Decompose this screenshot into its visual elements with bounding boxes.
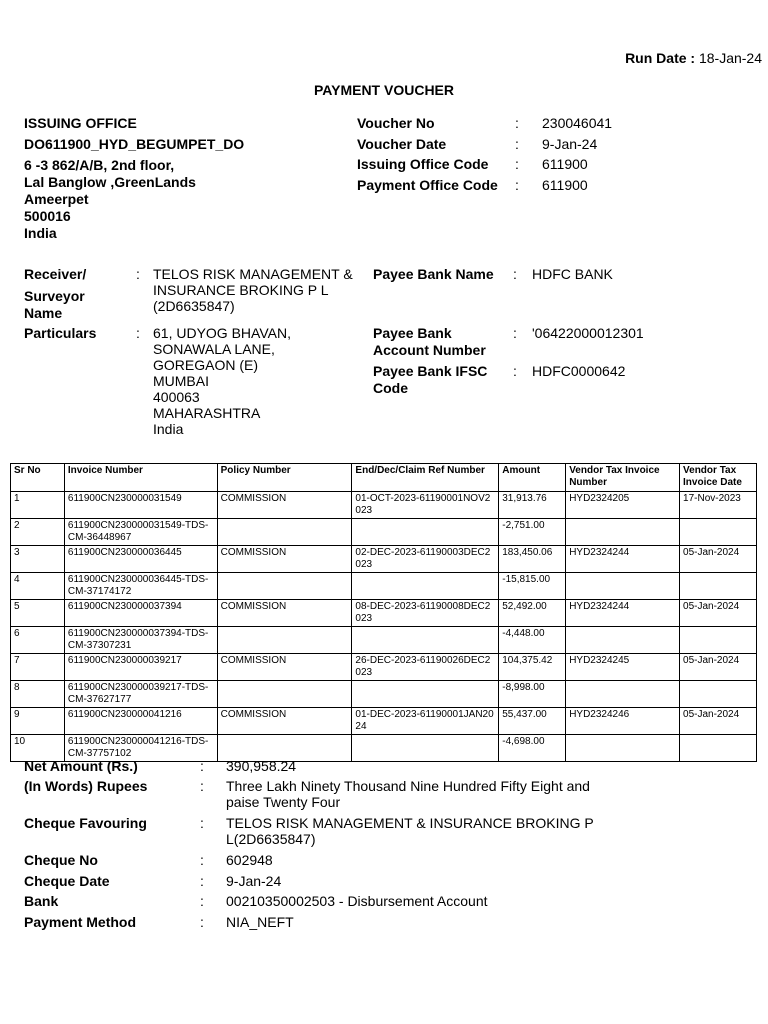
cell-amount: 104,375.42 [499, 654, 566, 681]
cell-vendor-invoice-date: 05-Jan-2024 [680, 654, 757, 681]
cell-ref-number: 26-DEC-2023-61190026DEC2023 [352, 654, 499, 681]
cell-ref-number: 01-OCT-2023-61190001NOV2023 [352, 492, 499, 519]
particulars-label: Particulars [24, 325, 97, 341]
colon: : [515, 156, 519, 172]
issuing-office-code: DO611900_HYD_BEGUMPET_DO [24, 136, 245, 152]
issuing-office-code-value: 611900 [542, 156, 588, 172]
cell-invoice-number: 611900CN230000039217-TDS-CM-37627177 [64, 681, 217, 708]
net-amount-label: Net Amount (Rs.) [24, 758, 138, 774]
address-line: Lal Banglow ,GreenLands [24, 174, 196, 190]
payee-ifsc-label-line: Code [373, 380, 408, 396]
cell-sr-no: 8 [11, 681, 65, 708]
colon: : [200, 815, 204, 831]
receiver-value-line: TELOS RISK MANAGEMENT & [153, 266, 353, 282]
colon: : [136, 266, 140, 282]
colon: : [513, 363, 517, 379]
cell-vendor-invoice-date [680, 519, 757, 546]
cell-amount: -4,698.00 [499, 735, 566, 762]
cell-vendor-invoice-date: 17-Nov-2023 [680, 492, 757, 519]
table-row [11, 654, 757, 681]
address-line: 500016 [24, 208, 71, 224]
particulars-line: SONAWALA LANE, [153, 341, 275, 357]
cell-amount: -15,815.00 [499, 573, 566, 600]
cell-ref-number [352, 573, 499, 600]
cell-policy-number: COMMISSION [217, 546, 352, 573]
payee-account-value: '06422000012301 [532, 325, 644, 341]
receiver-label-line: Receiver/ [24, 266, 87, 282]
payee-account-label-line: Payee Bank [373, 325, 452, 341]
cell-amount: 52,492.00 [499, 600, 566, 627]
cheque-no-label: Cheque No [24, 852, 98, 868]
cell-invoice-number: 611900CN230000036445-TDS-CM-37174172 [64, 573, 217, 600]
cell-sr-no: 3 [11, 546, 65, 573]
colon: : [200, 778, 204, 794]
cell-amount: -8,998.00 [499, 681, 566, 708]
colon: : [515, 115, 519, 131]
payee-ifsc-value: HDFC0000642 [532, 363, 626, 379]
table-row [11, 546, 757, 573]
particulars-value [153, 325, 291, 437]
cell-vendor-invoice-number: HYD2324244 [566, 546, 680, 573]
payment-office-code-label: Payment Office Code [357, 177, 498, 193]
colon: : [136, 325, 140, 341]
cell-policy-number: COMMISSION [217, 708, 352, 735]
cell-vendor-invoice-date: 05-Jan-2024 [680, 546, 757, 573]
voucher-no-value: 230046041 [542, 115, 613, 131]
payment-method-label: Payment Method [24, 914, 137, 930]
header-policy-number: Policy Number [217, 464, 352, 492]
voucher-date-label: Voucher Date [357, 136, 447, 152]
cell-invoice-number: 611900CN230000041216 [64, 708, 217, 735]
colon: : [200, 852, 204, 868]
receiver-value-line: (2D6635847) [153, 298, 235, 314]
cell-sr-no: 4 [11, 573, 65, 600]
cheque-date-value: 9-Jan-24 [226, 873, 282, 889]
payee-account-label-line: Account Number [373, 342, 486, 358]
cell-amount: -4,448.00 [499, 627, 566, 654]
cell-policy-number: COMMISSION [217, 600, 352, 627]
address-line: India [24, 225, 57, 241]
cheque-favouring-label: Cheque Favouring [24, 815, 147, 831]
receiver-label-line: Surveyor [24, 288, 85, 304]
table-header-row [11, 464, 757, 492]
cell-vendor-invoice-number: HYD2324246 [566, 708, 680, 735]
cell-amount: -2,751.00 [499, 519, 566, 546]
cell-invoice-number: 611900CN230000031549-TDS-CM-36448967 [64, 519, 217, 546]
cell-policy-number [217, 573, 352, 600]
run-date [625, 50, 762, 66]
cell-vendor-invoice-date: 05-Jan-2024 [680, 708, 757, 735]
table-row [11, 681, 757, 708]
header-vendor-invoice-date: Vendor Tax Invoice Date [680, 464, 757, 492]
cell-invoice-number: 611900CN230000031549 [64, 492, 217, 519]
cell-vendor-invoice-number [566, 519, 680, 546]
table-row [11, 519, 757, 546]
issuing-office-block [24, 115, 244, 242]
cell-vendor-invoice-number [566, 627, 680, 654]
particulars-line: 400063 [153, 389, 200, 405]
cell-vendor-invoice-date [680, 735, 757, 762]
cell-invoice-number: 611900CN230000041216-TDS-CM-37757102 [64, 735, 217, 762]
cheque-favouring-value: TELOS RISK MANAGEMENT & INSURANCE BROKING P L(2D6635847) [226, 815, 594, 847]
voucher-no-label: Voucher No [357, 115, 435, 131]
colon: : [200, 873, 204, 889]
cell-vendor-invoice-number [566, 573, 680, 600]
payee-ifsc-label-line: Payee Bank IFSC [373, 363, 488, 379]
cell-vendor-invoice-number: HYD2324244 [566, 600, 680, 627]
payment-method-value: NIA_NEFT [226, 914, 294, 930]
run-date-value: 18-Jan-24 [698, 50, 762, 66]
payee-account-label [373, 325, 486, 359]
colon: : [200, 758, 204, 774]
invoice-table [10, 463, 757, 762]
cell-ref-number: 08-DEC-2023-61190008DEC2023 [352, 600, 499, 627]
table-row [11, 627, 757, 654]
receiver-label [24, 266, 86, 322]
header-ref-number: End/Dec/Claim Ref Number [352, 464, 499, 492]
header-amount: Amount [499, 464, 566, 492]
cell-policy-number: COMMISSION [217, 654, 352, 681]
cell-vendor-invoice-date [680, 627, 757, 654]
net-amount-value: 390,958.24 [226, 758, 297, 774]
cell-policy-number: COMMISSION [217, 492, 352, 519]
receiver-value [153, 266, 353, 314]
payee-ifsc-label [373, 363, 487, 397]
cell-vendor-invoice-number: HYD2324205 [566, 492, 680, 519]
cell-sr-no: 2 [11, 519, 65, 546]
particulars-line: 61, UDYOG BHAVAN, [153, 325, 291, 341]
particulars-line: India [153, 421, 184, 437]
colon: : [200, 893, 204, 909]
cell-vendor-invoice-date [680, 681, 757, 708]
cell-sr-no: 7 [11, 654, 65, 681]
particulars-line: GOREGAON (E) [153, 357, 259, 373]
cell-invoice-number: 611900CN230000036445 [64, 546, 217, 573]
cell-ref-number [352, 519, 499, 546]
cell-policy-number [217, 681, 352, 708]
payee-bank-name-value: HDFC BANK [532, 266, 613, 282]
issuing-office-code-label: Issuing Office Code [357, 156, 489, 172]
payee-bank-name-label: Payee Bank Name [373, 266, 494, 282]
colon: : [200, 914, 204, 930]
page-title: PAYMENT VOUCHER [313, 82, 455, 98]
header-sr-no: Sr No [11, 464, 65, 492]
amount-words-value: Three Lakh Ninety Thousand Nine Hundred Fifty Eight and paise Twenty Four [226, 778, 590, 810]
cell-policy-number [217, 519, 352, 546]
cheque-date-label: Cheque Date [24, 873, 110, 889]
header-vendor-invoice-number: Vendor Tax Invoice Number [566, 464, 680, 492]
colon: : [513, 266, 517, 282]
cell-sr-no: 6 [11, 627, 65, 654]
payment-office-code-value: 611900 [542, 177, 588, 193]
receiver-label-line: Name [24, 305, 63, 321]
cell-invoice-number: 611900CN230000039217 [64, 654, 217, 681]
address-line: 6 -3 862/A/B, 2nd floor, [24, 157, 175, 173]
cell-policy-number [217, 627, 352, 654]
cell-vendor-invoice-date [680, 573, 757, 600]
cell-invoice-number: 611900CN230000037394-TDS-CM-37307231 [64, 627, 217, 654]
bank-label: Bank [24, 893, 59, 909]
cell-ref-number: 02-DEC-2023-61190003DEC2023 [352, 546, 499, 573]
table-row [11, 708, 757, 735]
cell-sr-no: 5 [11, 600, 65, 627]
address-line: Ameerpet [24, 191, 89, 207]
cell-ref-number [352, 627, 499, 654]
bank-value: 00210350002503 - Disbursement Account [226, 893, 488, 909]
cell-ref-number: 01-DEC-2023-61190001JAN2024 [352, 708, 499, 735]
cell-amount: 183,450.06 [499, 546, 566, 573]
voucher-date-value: 9-Jan-24 [542, 136, 598, 152]
particulars-line: MUMBAI [153, 373, 209, 389]
cell-amount: 55,437.00 [499, 708, 566, 735]
colon: : [515, 136, 519, 152]
cell-amount: 31,913.76 [499, 492, 566, 519]
table-row [11, 600, 757, 627]
cell-sr-no: 9 [11, 708, 65, 735]
colon: : [513, 325, 517, 341]
cell-sr-no: 1 [11, 492, 65, 519]
cell-vendor-invoice-date: 05-Jan-2024 [680, 600, 757, 627]
cell-sr-no: 10 [11, 735, 65, 762]
particulars-line: MAHARASHTRA [153, 405, 261, 421]
table-row [11, 573, 757, 600]
header-invoice-number: Invoice Number [64, 464, 217, 492]
colon: : [515, 177, 519, 193]
cell-vendor-invoice-number: HYD2324245 [566, 654, 680, 681]
receiver-value-line: INSURANCE BROKING P L [153, 282, 329, 298]
cell-ref-number [352, 681, 499, 708]
cell-vendor-invoice-number [566, 681, 680, 708]
issuing-office-heading: ISSUING OFFICE [24, 115, 137, 131]
cell-invoice-number: 611900CN230000037394 [64, 600, 217, 627]
run-date-label: Run Date : [625, 50, 696, 66]
table-row [11, 492, 757, 519]
amount-words-label: (In Words) Rupees [24, 778, 148, 794]
cheque-no-value: 602948 [226, 852, 273, 868]
